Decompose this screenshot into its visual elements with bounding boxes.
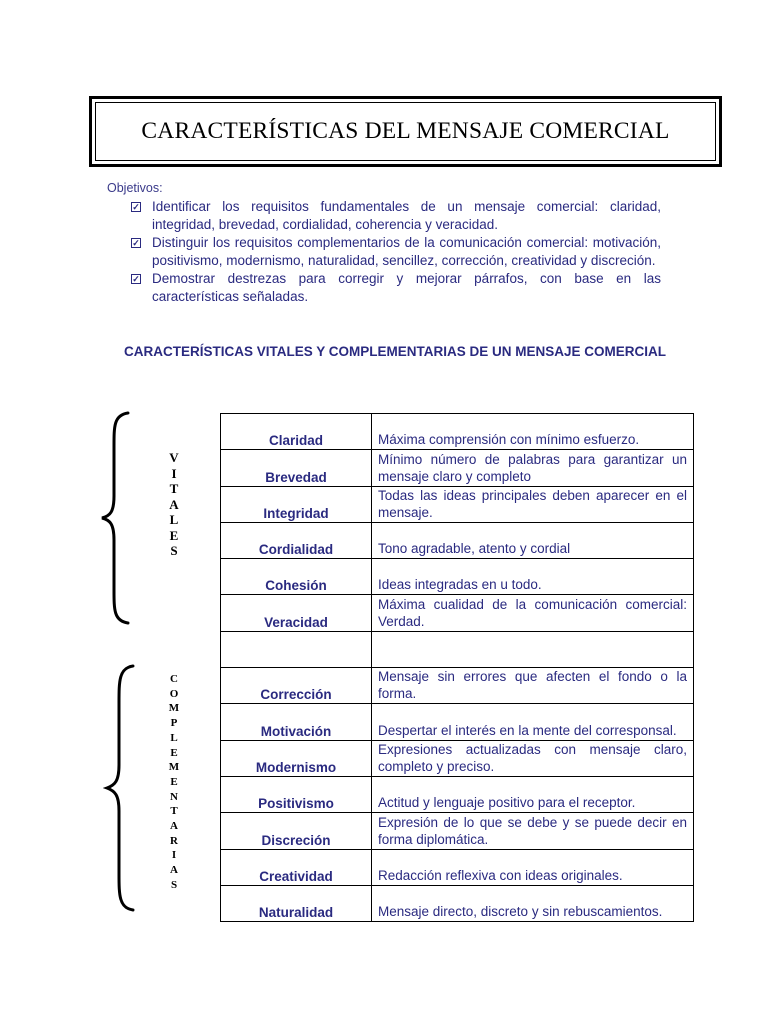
characteristic-description: Máxima comprensión con mínimo esfuerzo.	[372, 414, 694, 450]
table-row	[221, 668, 694, 704]
vitales-vertical-label	[164, 450, 184, 559]
letter: S	[170, 543, 178, 558]
characteristic-description	[372, 631, 694, 667]
characteristic-name: Integridad	[221, 486, 372, 522]
title-box	[89, 96, 722, 167]
letter: S	[170, 878, 178, 891]
table-row	[221, 740, 694, 776]
characteristic-description: Redacción reflexiva con ideas originales.	[372, 849, 694, 885]
letter: M	[168, 702, 180, 715]
characteristic-name: Corrección	[221, 668, 372, 704]
characteristic-description: Máxima cualidad de la comunicación comercial: Verdad.	[372, 595, 694, 631]
characteristic-name: Motivación	[221, 704, 372, 740]
table-row	[221, 813, 694, 849]
letter: A	[169, 496, 179, 512]
characteristic-name: Creatividad	[221, 849, 372, 885]
letter: I	[171, 465, 177, 481]
letter: I	[171, 849, 177, 862]
objective-item	[131, 234, 661, 270]
letter: T	[169, 481, 179, 496]
letter: E	[170, 746, 178, 759]
objective-text: Distinguir los requisitos complementarios de la comunicación comercial: motivación, positivismo, modernismo, naturalidad, sencillez, corrección, creatividad y discreción.	[152, 235, 661, 268]
characteristic-description: Tono agradable, atento y cordial	[372, 522, 694, 558]
characteristic-description: Mínimo número de palabras para garantizar un mensaje claro y completo	[372, 450, 694, 486]
characteristic-description: Mensaje directo, discreto y sin rebuscamientos.	[372, 885, 694, 921]
letter: L	[170, 731, 178, 744]
characteristic-description: Expresión de lo que se debe y se puede decir en forma diplomática.	[372, 813, 694, 849]
letter: A	[170, 864, 178, 877]
characteristic-name: Modernismo	[221, 740, 372, 776]
characteristic-name: Veracidad	[221, 595, 372, 631]
objective-item	[131, 270, 661, 306]
table-row	[221, 704, 694, 740]
letter: M	[168, 761, 180, 774]
title-inner-frame	[95, 102, 716, 161]
characteristic-name: Brevedad	[221, 450, 372, 486]
letter: R	[170, 834, 178, 847]
letter: O	[169, 687, 179, 700]
characteristic-name	[221, 631, 372, 667]
checked-box-icon: ✓	[132, 274, 140, 284]
characteristic-description: Actitud y lenguaje positivo para el receptor.	[372, 776, 694, 812]
letter: P	[170, 717, 178, 730]
letter: C	[170, 673, 178, 685]
table-row	[221, 776, 694, 812]
objectives-label: Objetivos:	[107, 181, 163, 195]
objectives-list	[131, 198, 661, 306]
table-row	[221, 486, 694, 522]
table-row	[221, 595, 694, 631]
letter: N	[170, 790, 178, 803]
section-subtitle: CARACTERÍSTICAS VITALES Y COMPLEMENTARIAS DE UN MENSAJE COMERCIAL	[123, 344, 667, 359]
table-row	[221, 885, 694, 921]
letter: E	[170, 775, 178, 788]
table-row	[221, 450, 694, 486]
letter: V	[169, 450, 179, 465]
objective-text: Identificar los requisitos fundamentales de un mensaje comercial: claridad, integridad, brevedad, cordialidad, coherencia y veracidad.	[152, 199, 661, 232]
characteristic-description: Mensaje sin errores que afecten el fondo o la forma.	[372, 668, 694, 704]
objective-text: Demostrar destrezas para corregir y mejorar párrafos, con base en las características señaladas.	[152, 271, 661, 304]
characteristic-name: Discreción	[221, 813, 372, 849]
letter: E	[169, 527, 179, 543]
letter: A	[170, 820, 178, 833]
complementarias-vertical-label	[164, 672, 184, 893]
characteristic-name: Cohesión	[221, 559, 372, 595]
characteristic-description: Despertar el interés en la mente del corresponsal.	[372, 704, 694, 740]
characteristic-description: Expresiones actualizadas con mensaje claro, completo y preciso.	[372, 740, 694, 776]
page-title: CARACTERÍSTICAS DEL MENSAJE COMERCIAL	[141, 118, 670, 144]
characteristic-name: Positivismo	[221, 776, 372, 812]
characteristic-name: Naturalidad	[221, 885, 372, 921]
letter: T	[170, 805, 178, 818]
vitales-brace-icon	[98, 410, 132, 626]
letter: L	[169, 512, 179, 527]
complementarias-brace-icon	[103, 663, 137, 913]
characteristic-name: Claridad	[221, 414, 372, 450]
characteristics-table	[220, 413, 694, 922]
table-row	[221, 522, 694, 558]
table-row	[221, 559, 694, 595]
objective-item	[131, 198, 661, 234]
characteristic-description: Todas las ideas principales deben aparecer en el mensaje.	[372, 486, 694, 522]
table-row-empty	[221, 631, 694, 667]
characteristic-name: Cordialidad	[221, 522, 372, 558]
checked-box-icon: ✓	[132, 202, 140, 212]
characteristic-description: Ideas integradas en u todo.	[372, 559, 694, 595]
checked-box-icon: ✓	[132, 238, 140, 248]
table-row	[221, 849, 694, 885]
table-row	[221, 414, 694, 450]
